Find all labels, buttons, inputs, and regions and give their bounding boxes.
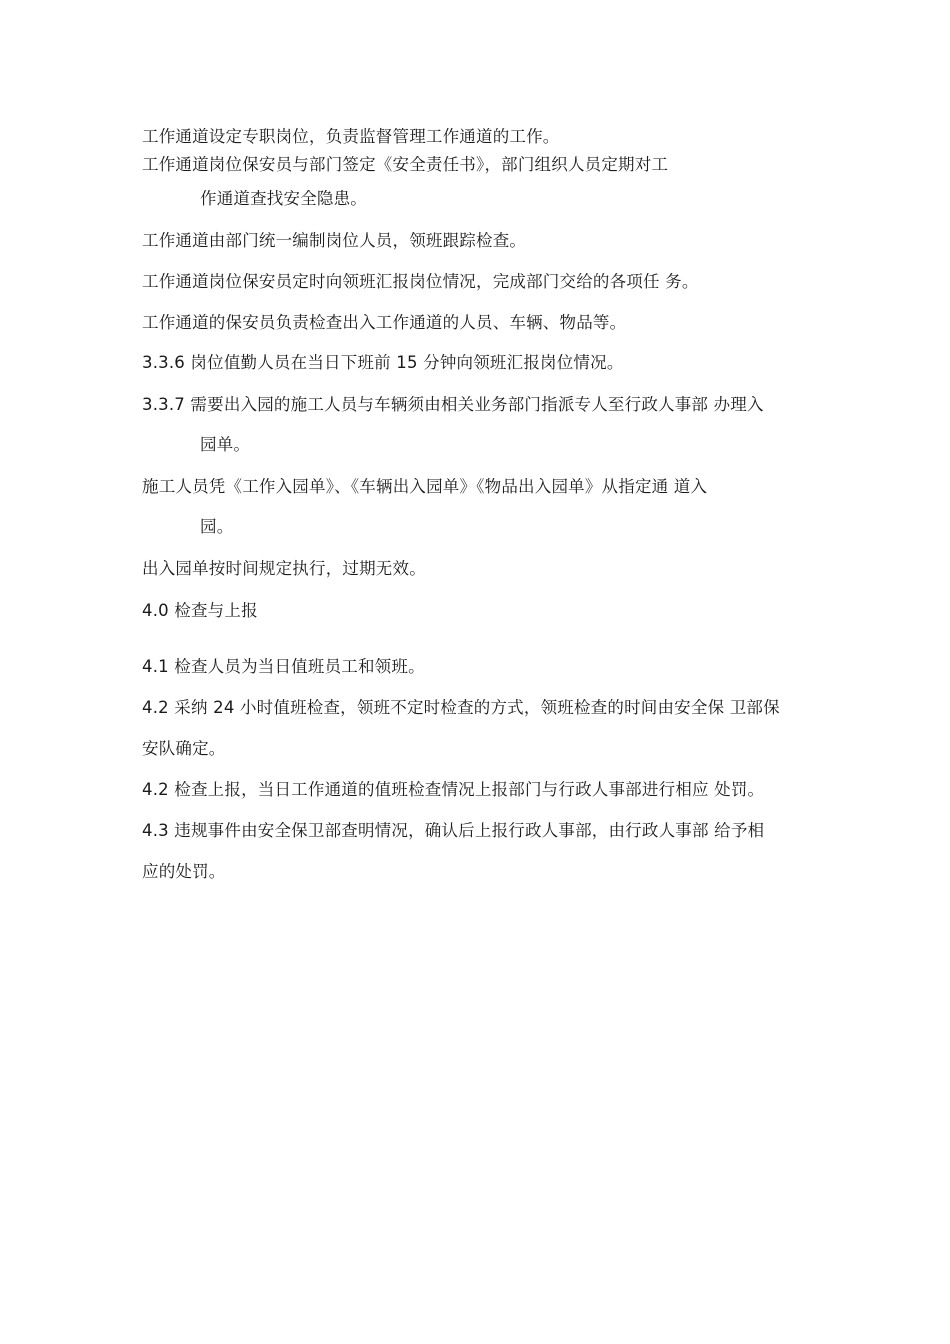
paragraph-line: 出入园单按时间规定执行，过期无效。 xyxy=(142,559,426,578)
paragraph-line-continuation: 安队确定。 xyxy=(142,739,226,758)
paragraph-line: 工作通道岗位保安员与部门签定《安全责任书》，部门组织人员定期对工 xyxy=(142,155,669,174)
paragraph-line: 工作通道的保安员负责检查出入工作通道的人员、车辆、物品等。 xyxy=(142,313,627,332)
clause-4-3: 4.3 违规事件由安全保卫部查明情况，确认后上报行政人事部，由行政人事部 给予相 xyxy=(142,821,765,840)
clause-4-1: 4.1 检查人员为当日值班员工和领班。 xyxy=(142,657,425,676)
paragraph-line: 工作通道设定专职岗位，负责监督管理工作通道的工作。 xyxy=(142,127,560,146)
paragraph-line-continuation: 作通道查找安全隐患。 xyxy=(200,189,367,208)
clause-4-2-report: 4.2 检查上报，当日工作通道的值班检查情况上报部门与行政人事部进行相应 处罚。 xyxy=(142,780,765,799)
clause-4-2: 4.2 采纳 24 小时值班检查，领班不定时检查的方式，领班检查的时间由安全保 卫部保 xyxy=(142,698,780,717)
clause-3-3-6: 3.3.6 岗位值勤人员在当日下班前 15 分钟向领班汇报岗位情况。 xyxy=(142,353,624,372)
paragraph-line-continuation: 园。 xyxy=(200,517,234,536)
clause-3-3-7: 3.3.7 需要出入园的施工人员与车辆须由相关业务部门指派专人至行政人事部 办理入 xyxy=(142,395,764,414)
section-heading-4-0: 4.0 检查与上报 xyxy=(142,601,258,620)
paragraph-line-continuation: 应的处罚。 xyxy=(142,862,226,881)
paragraph-line: 工作通道由部门统一编制岗位人员，领班跟踪检查。 xyxy=(142,231,527,250)
paragraph-line: 施工人员凭《工作入园单》、《车辆出入园单》《物品出入园单》从指定通 道入 xyxy=(142,477,708,496)
paragraph-line: 工作通道岗位保安员定时向领班汇报岗位情况，完成部门交给的各项任 务。 xyxy=(142,272,699,291)
paragraph-line-continuation: 园单。 xyxy=(200,435,251,454)
